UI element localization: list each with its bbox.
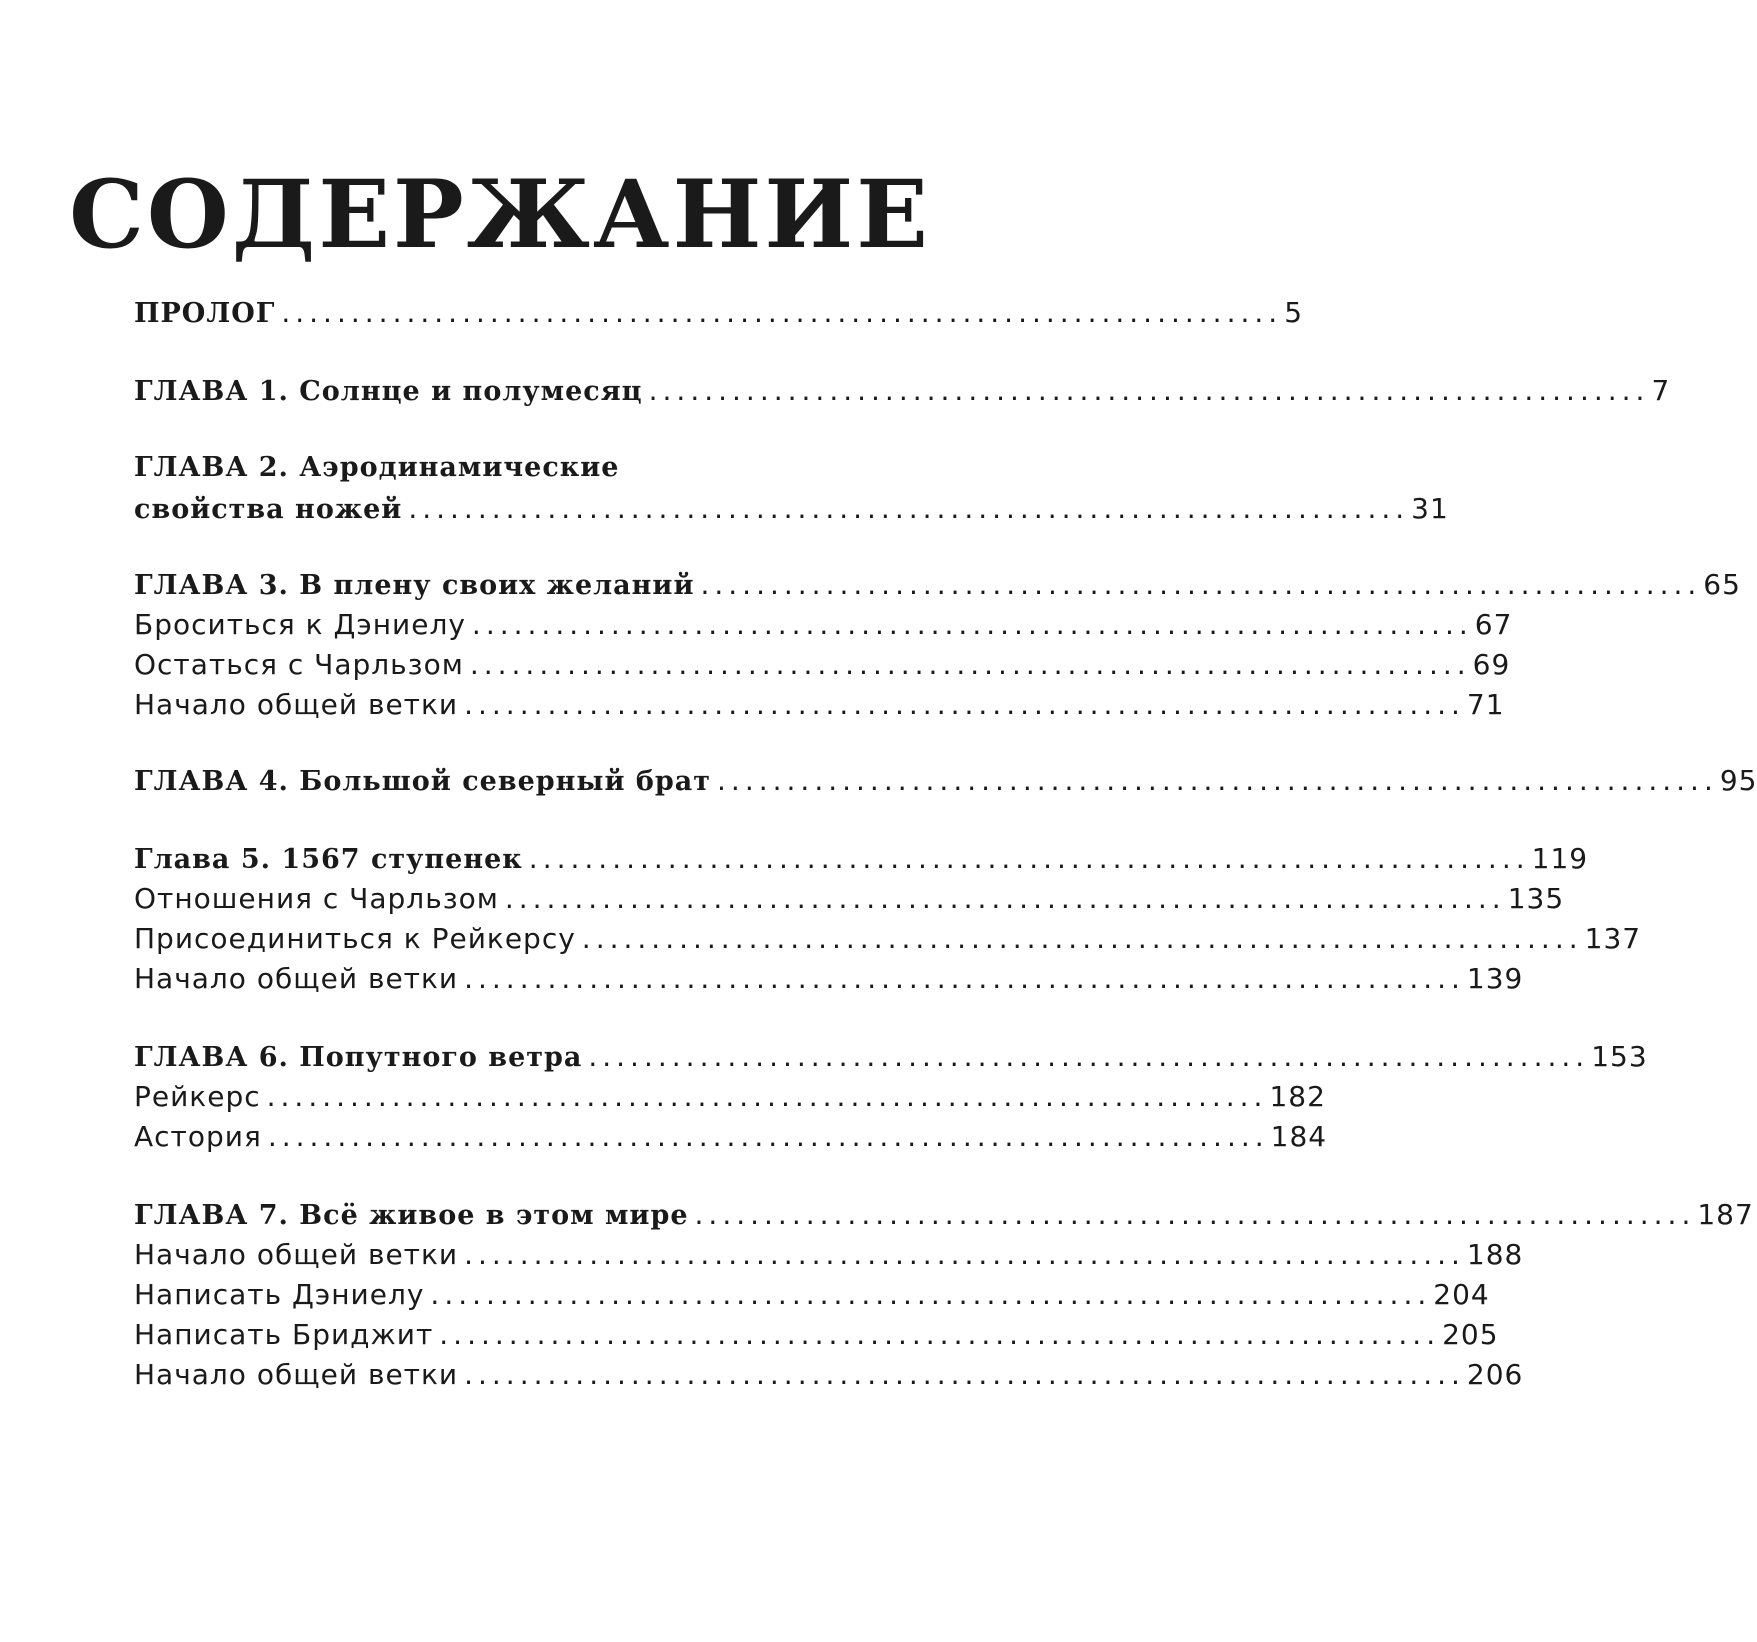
toc-subentry[interactable] <box>134 1120 1328 1160</box>
toc-page-number: 153 <box>1591 1040 1648 1073</box>
toc-page-number: 206 <box>1466 1358 1524 1391</box>
dot-leader: ........................................................................ <box>464 1238 1465 1271</box>
toc-entry-chapter-6[interactable] <box>134 1040 1648 1080</box>
toc-entry-label: Отношения с Чарльзом <box>134 882 499 915</box>
toc-entry-chapter-2[interactable] <box>134 492 1449 532</box>
toc-subentry[interactable] <box>134 1238 1524 1278</box>
toc-entry-chapter-3[interactable] <box>134 568 1741 608</box>
toc-page-number: 187 <box>1697 1198 1754 1231</box>
toc-entry-label: Броситься к Дэниелу <box>134 608 466 641</box>
toc-entry-chapter-4[interactable] <box>134 764 1757 804</box>
toc-subentry[interactable] <box>134 688 1505 728</box>
toc-page-number: 119 <box>1531 842 1589 875</box>
toc-page-number: 137 <box>1584 922 1642 955</box>
toc-entry-prologue[interactable] <box>134 296 1304 336</box>
toc-entry-label: Написать Дэниелу <box>134 1278 425 1311</box>
toc-page-number: 184 <box>1270 1120 1328 1153</box>
dot-leader: ........................................................................ <box>430 1278 1432 1311</box>
toc-page-number: 65 <box>1703 568 1741 601</box>
dot-leader: ........................................................................ <box>464 1358 1465 1391</box>
toc-entry-label: Астория <box>134 1120 262 1153</box>
dot-leader: ........................................................................ <box>504 882 1506 915</box>
dot-leader: ........................................................................ <box>717 764 1718 797</box>
dot-leader: ........................................................................ <box>408 492 1410 525</box>
toc-entry-chapter-5[interactable] <box>134 842 1589 882</box>
toc-entry-chapter-2-line1[interactable]: ГЛАВА 2. Аэродинамические <box>134 452 620 483</box>
toc-entry-label: Присоединиться к Рейкерсу <box>134 922 576 955</box>
toc-page-number: 95 <box>1719 764 1757 797</box>
dot-leader: ........................................................................ <box>694 1198 1696 1231</box>
toc-page-number: 139 <box>1466 962 1524 995</box>
page-title: СОДЕРЖАНИЕ <box>69 160 931 270</box>
toc-entry-chapter-1[interactable] <box>134 374 1671 414</box>
toc-entry-label: Остаться с Чарльзом <box>134 648 464 681</box>
toc-subentry[interactable] <box>134 1318 1499 1358</box>
toc-subentry[interactable] <box>134 1080 1326 1120</box>
toc-entry-label: ГЛАВА 3. В плену своих желаний <box>134 570 695 601</box>
toc-page-number: 69 <box>1472 648 1511 681</box>
toc-page-number: 71 <box>1466 688 1505 721</box>
toc-subentry[interactable] <box>134 882 1565 922</box>
dot-leader: ........................................................................ <box>439 1318 1441 1351</box>
toc-entry-label: Начало общей ветки <box>134 962 459 995</box>
toc-subentry[interactable] <box>134 1278 1490 1318</box>
dot-leader: ........................................................................ <box>528 842 1530 875</box>
toc-entry-label: свойства ножей <box>134 494 403 525</box>
toc-entry-label: ПРОЛОГ <box>134 298 276 329</box>
toc-page-number: 5 <box>1284 296 1304 329</box>
toc-subentry[interactable] <box>134 962 1524 1002</box>
dot-leader: ........................................................................ <box>588 1040 1590 1073</box>
toc-entry-label: Начало общей ветки <box>134 688 459 721</box>
toc-entry-label: ГЛАВА 7. Всё живое в этом мире <box>134 1200 689 1231</box>
dot-leader: ........................................................................ <box>281 296 1283 329</box>
toc-entry-label: ГЛАВА 6. Попутного ветра <box>134 1042 583 1073</box>
toc-page-number: 204 <box>1433 1278 1490 1311</box>
dot-leader: ........................................................................ <box>464 688 1465 721</box>
toc-entry-chapter-7[interactable] <box>134 1198 1754 1238</box>
toc-page-number: 7 <box>1651 374 1671 407</box>
dot-leader: ........................................................................ <box>469 648 1471 681</box>
toc-entry-label: Написать Бриджит <box>134 1318 434 1351</box>
dot-leader: ........................................................................ <box>471 608 1473 641</box>
toc-subentry[interactable] <box>134 608 1513 648</box>
toc-page-number: 205 <box>1442 1318 1499 1351</box>
dot-leader: ........................................................................ <box>700 568 1702 601</box>
dot-leader: ........................................................................ <box>581 922 1583 955</box>
toc-page-number: 31 <box>1411 492 1449 525</box>
toc-entry-label: Глава 5. 1567 ступенек <box>134 844 523 875</box>
toc-page-number: 182 <box>1269 1080 1326 1113</box>
toc-subentry[interactable] <box>134 1358 1524 1398</box>
toc-subentry[interactable] <box>134 648 1511 688</box>
toc-entry-label: ГЛАВА 4. Большой северный брат <box>134 766 712 797</box>
dot-leader: ........................................................................ <box>267 1120 1269 1153</box>
toc-entry-label: ГЛАВА 1. Солнце и полумесяц <box>134 376 643 407</box>
toc-page-number: 188 <box>1466 1238 1524 1271</box>
toc-entry-label: Начало общей ветки <box>134 1358 459 1391</box>
toc-entry-label: Начало общей ветки <box>134 1238 459 1271</box>
toc-entry-label: Рейкерс <box>134 1080 261 1113</box>
toc-page-number: 67 <box>1474 608 1513 641</box>
dot-leader: ........................................................................ <box>266 1080 1268 1113</box>
dot-leader: ........................................................................ <box>464 962 1465 995</box>
dot-leader: ........................................................................ <box>648 374 1650 407</box>
toc-page-number: 135 <box>1507 882 1565 915</box>
toc-subentry[interactable] <box>134 922 1642 962</box>
